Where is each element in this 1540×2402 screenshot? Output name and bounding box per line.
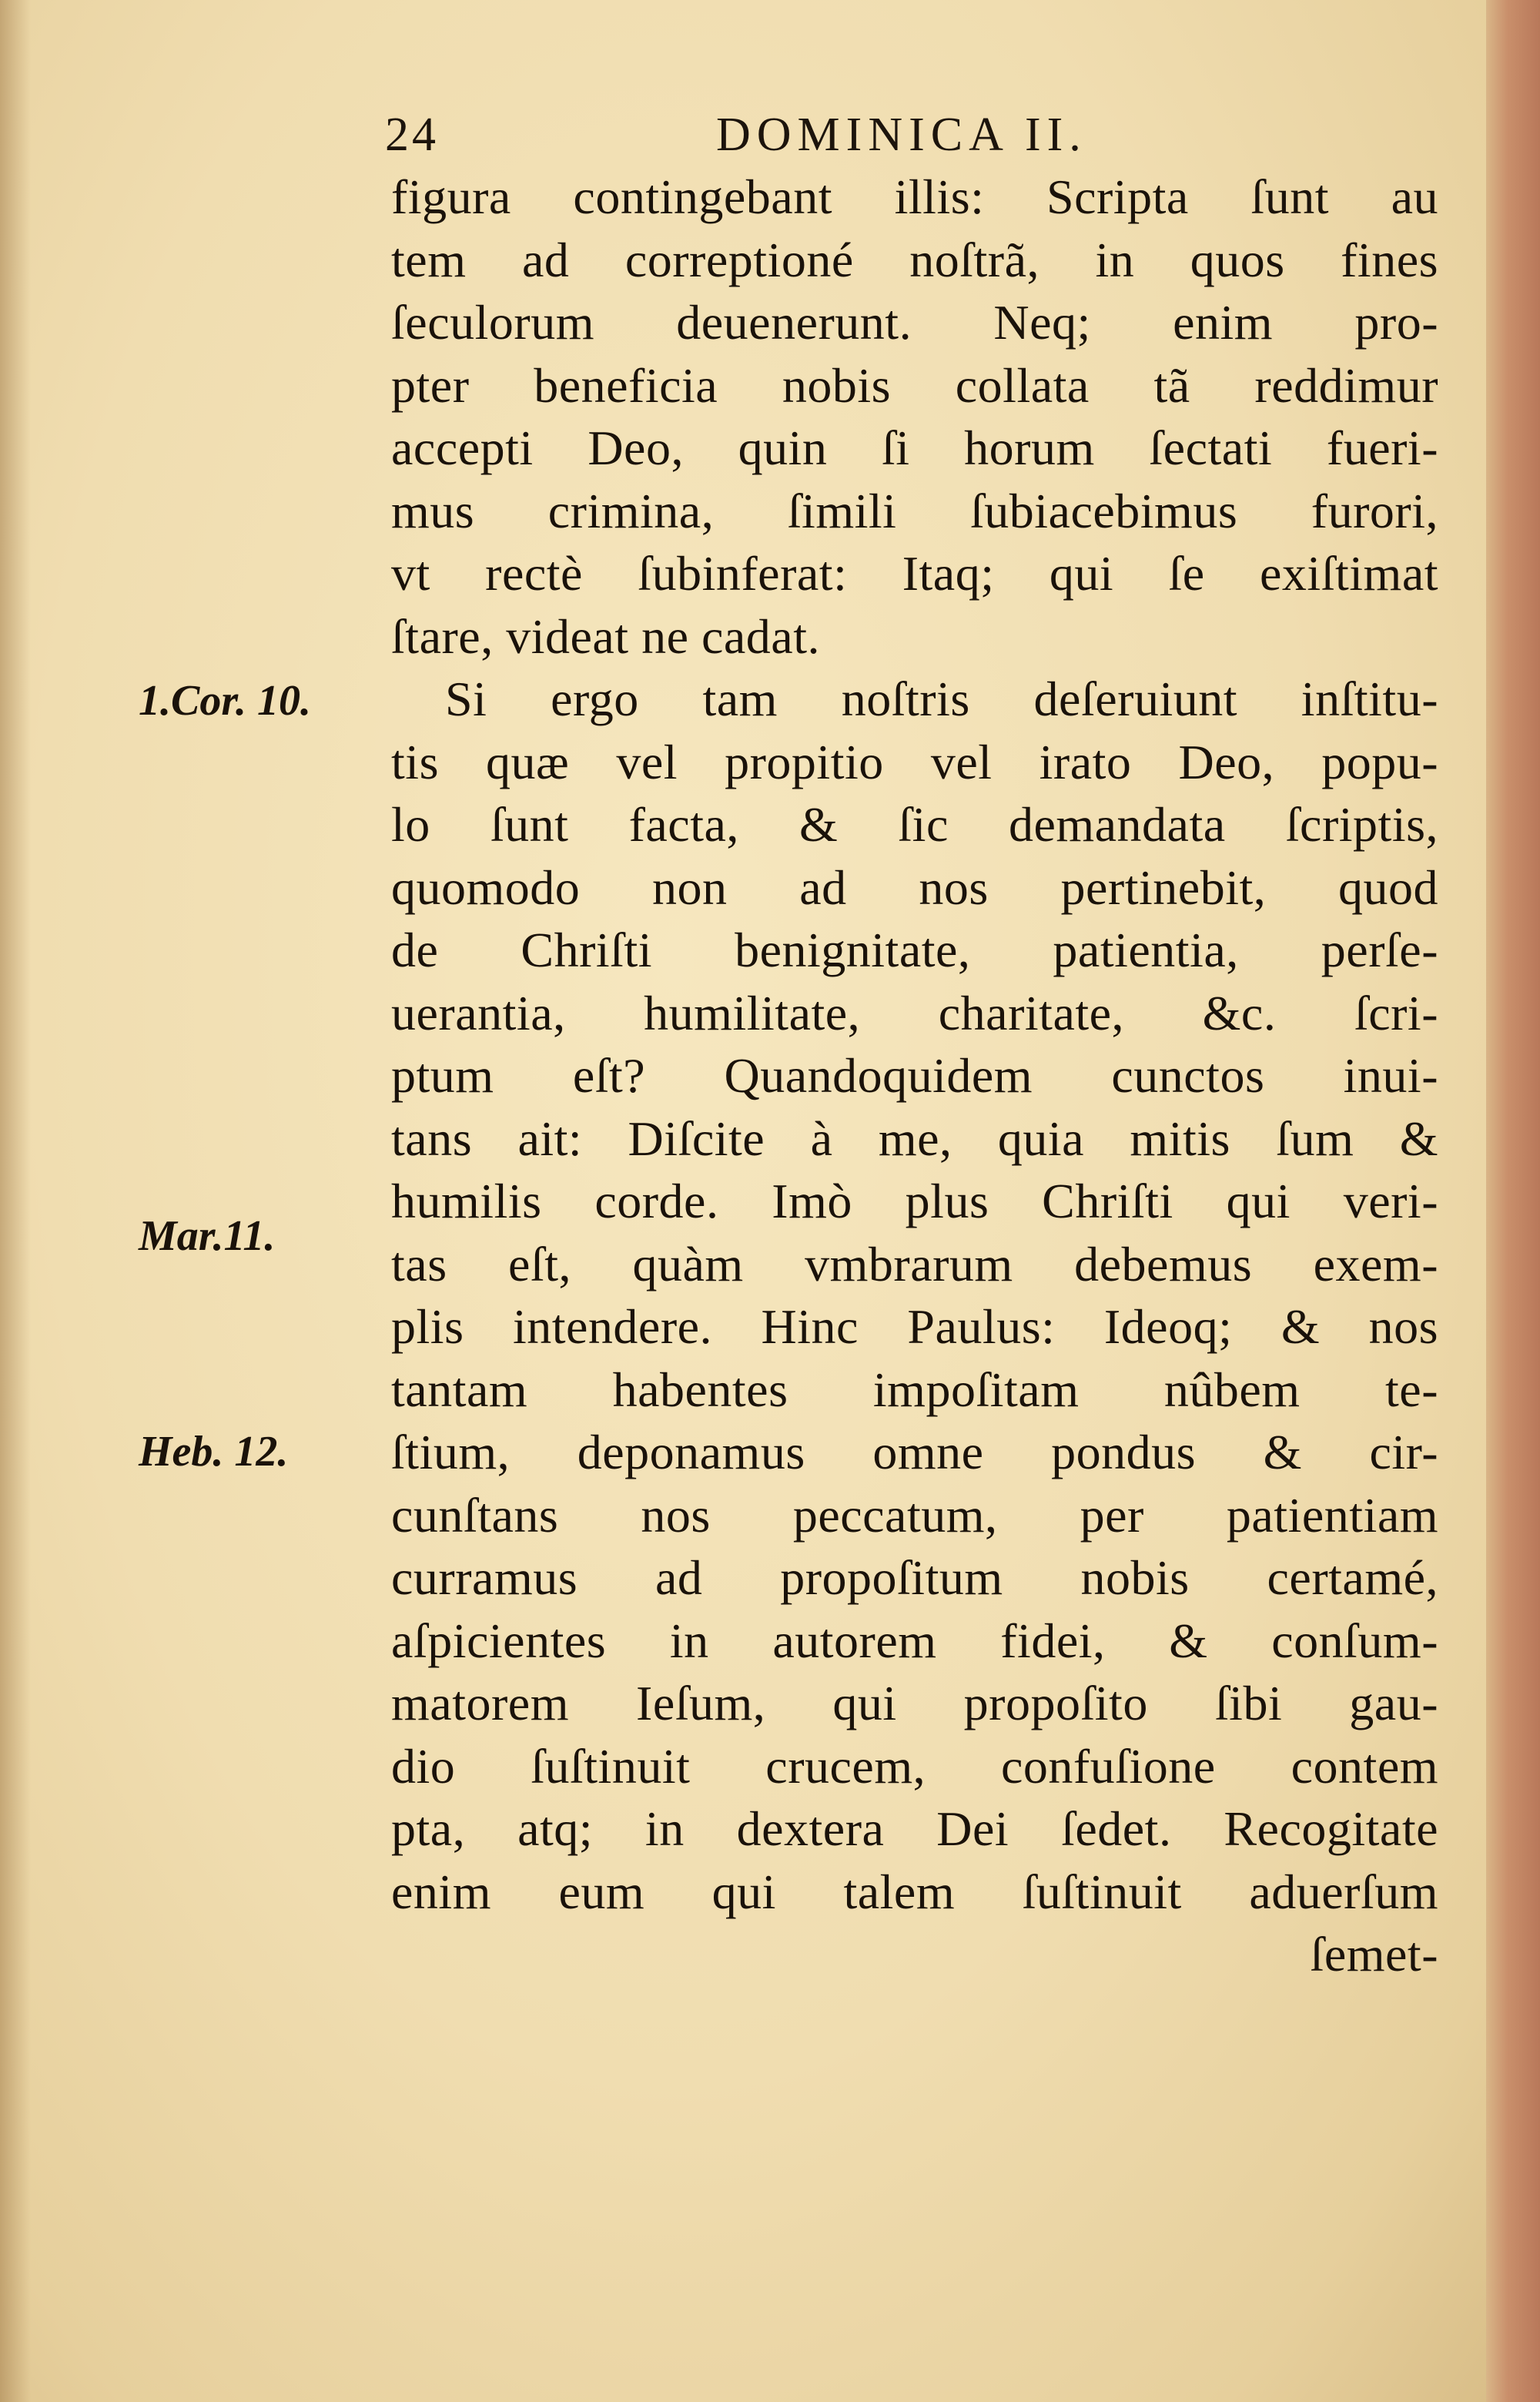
body-text — [391, 166, 1438, 1986]
text-line: tans ait: Diſcite à me, quia mitis ſum & — [391, 1111, 1438, 1166]
text-line: ſeculorum deuenerunt. Neq; enim pro- — [391, 295, 1438, 350]
text-line: tis quæ vel propitio vel irato Deo, popu- — [391, 734, 1438, 789]
text-line: enim eum qui talem ſuſtinuit aduerſum — [391, 1864, 1438, 1919]
text-line: dio ſuſtinuit crucem, confuſione contem — [391, 1738, 1438, 1794]
text-line: pta, atq; in dextera Dei ſedet. Recogitate — [391, 1801, 1438, 1856]
text-line: figura contingebant illis: Scripta ſunt au — [391, 169, 1438, 224]
text-line: mus crimina, ſimili ſubiacebimus furori, — [391, 483, 1438, 538]
text-line: cunſtans nos peccatum, per patientiam — [391, 1487, 1438, 1543]
text-line: matorem Ieſum, qui propoſito ſibi gau- — [391, 1676, 1438, 1730]
catchword: ſemet- — [1310, 1927, 1438, 1982]
running-head — [385, 108, 1463, 169]
text-line: plis intendere. Hinc Paulus: Ideoq; & nos — [391, 1299, 1438, 1354]
page-edge — [1486, 0, 1540, 2402]
text-line: tem ad correptioné noſtrã, in quos fines — [391, 232, 1438, 287]
text-line: ſtium, deponamus omne pondus & cir- — [391, 1425, 1438, 1479]
text-line: tas eſt, quàm vmbrarum debemus exem- — [391, 1236, 1438, 1291]
text-line: tantam habentes impoſitam nûbem te- — [391, 1362, 1438, 1417]
margin-note-1cor10: 1.Cor. 10. — [139, 677, 312, 725]
text-line: quomodo non ad nos pertinebit, quod — [391, 859, 1438, 915]
spine-shadow — [0, 0, 31, 2402]
text-line: uerantia, humilitate, charitate, &c. ſcri- — [391, 985, 1438, 1040]
margin-note-mar11: Mar.11. — [139, 1212, 276, 1260]
page-number: 24 — [385, 109, 439, 161]
section-title: DOMINICA II. — [716, 109, 1087, 161]
margin-note-heb12: Heb. 12. — [139, 1428, 289, 1476]
text-line: ſtare, videat ne cadat. — [391, 608, 820, 664]
text-line: lo ſunt facta, & ſic demandata ſcriptis, — [391, 797, 1438, 852]
text-line: ptum eſt? Quandoquidem cunctos inui- — [391, 1048, 1438, 1103]
text-line: vt rectè ſubinferat: Itaq; qui ſe exiſtimat — [391, 546, 1438, 601]
text-line: curramus ad propoſitum nobis certamé, — [391, 1550, 1438, 1605]
text-line: pter beneficia nobis collata tã reddimur — [391, 357, 1438, 413]
text-line: de Chriſti benignitate, patientia, perſe- — [391, 923, 1438, 977]
text-line: humilis corde. Imò plus Chriſti qui veri- — [391, 1174, 1438, 1228]
paragraph-start-line: Si ergo tam noſtris deſeruiunt inſtitu- — [445, 672, 1438, 726]
text-line: aſpicientes in autorem fidei, & conſum- — [391, 1613, 1438, 1668]
text-line: accepti Deo, quin ſi horum ſectati fueri- — [391, 420, 1438, 475]
